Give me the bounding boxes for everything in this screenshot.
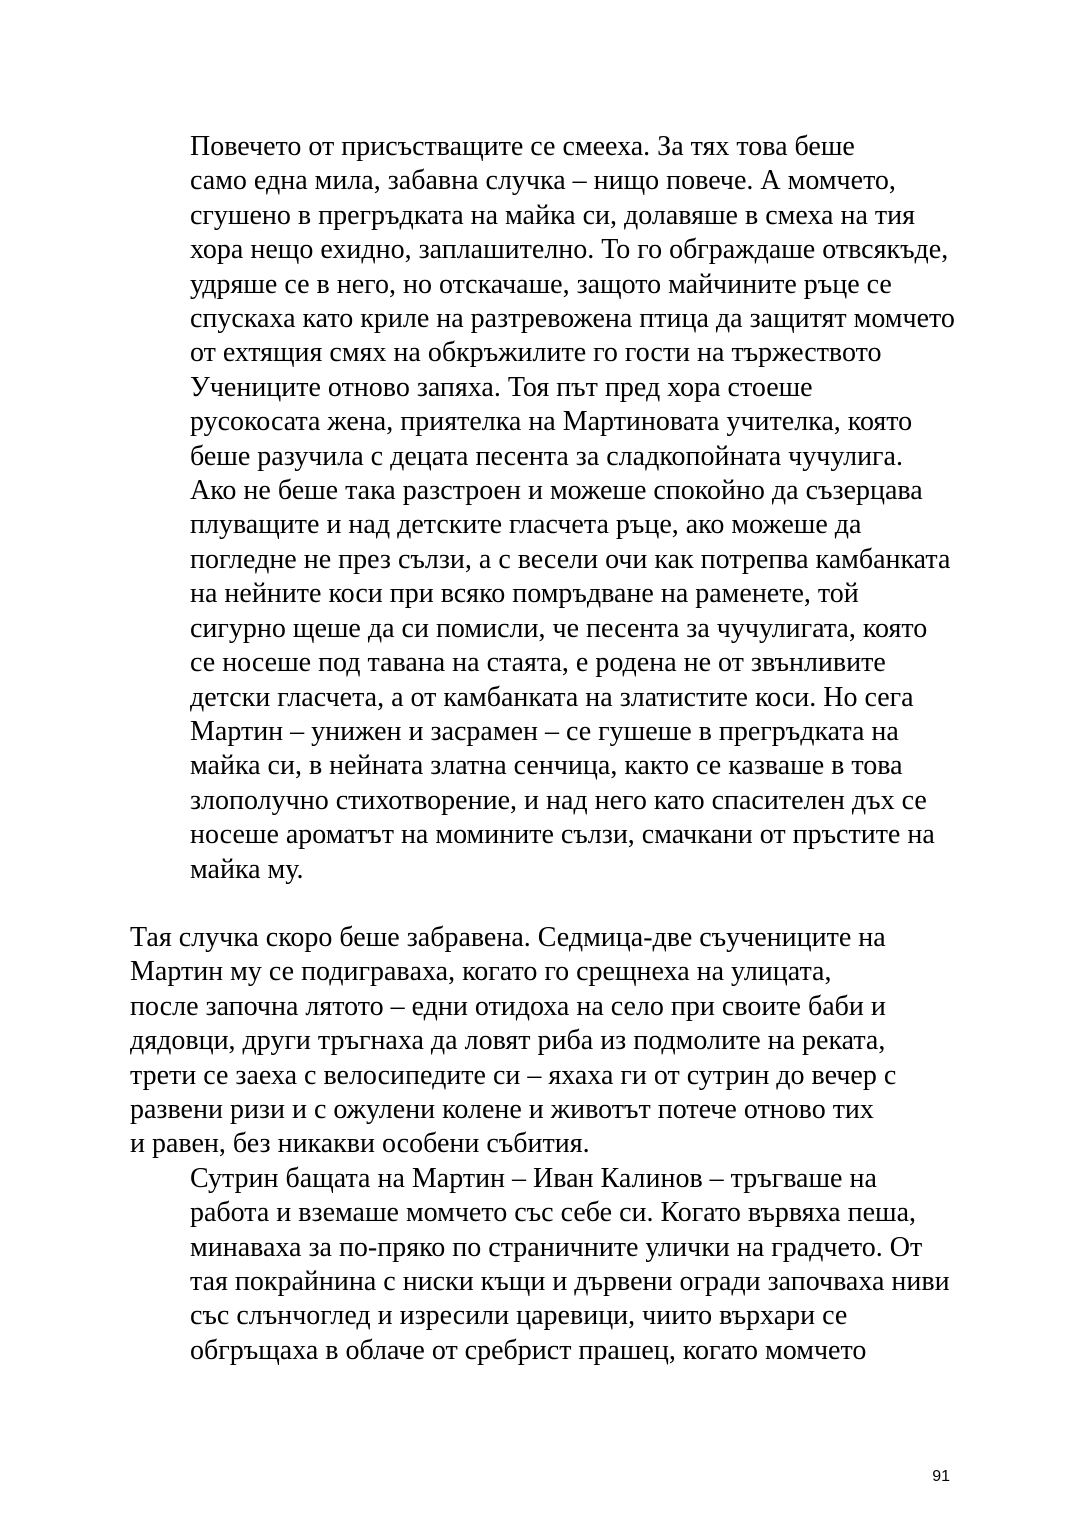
text-line: майка му. bbox=[190, 853, 304, 885]
text-line: Сутрин бащата на Мартин – Иван Калинов – тръгваше на bbox=[190, 1162, 877, 1194]
paragraph-gap bbox=[130, 887, 962, 921]
paragraph-3 bbox=[130, 921, 962, 1162]
text-line: и равен, без никакви особени събития. bbox=[130, 1128, 590, 1160]
text-line: със слънчоглед и изресили царевици, чиито върхари се bbox=[190, 1300, 848, 1332]
paragraph-2 bbox=[130, 371, 962, 887]
text-line: Мартин му се подигравaха, когато го срещнеха на улицата, bbox=[130, 956, 832, 988]
text-line: злополучно стихотворение, и над него като спасителен дъх се bbox=[190, 784, 927, 816]
text-line: Мартин – унижен и засрамен – се гушеше в прегръдката на bbox=[190, 715, 899, 747]
text-line: сгушено в прегръдката на майка си, долавяше в смеха на тия bbox=[190, 199, 915, 231]
text-line: от ехтящия смях на обкръжилите го гости на тържеството bbox=[190, 337, 882, 369]
text-line: трети се заеха с велосипедите си – яхаха ги от сутрин до вечер с bbox=[130, 1059, 897, 1091]
page-text bbox=[130, 130, 962, 1368]
paragraph-1 bbox=[130, 130, 962, 371]
text-line: майка си, в нейната златна сенчица, както се казваше в това bbox=[190, 750, 903, 782]
text-line: спускаха като криле на разтревожена птица да защитят момчето bbox=[190, 303, 955, 335]
paragraph-4 bbox=[130, 1162, 962, 1368]
text-line: се носеше под тавана на стаята, е родена не от звънливите bbox=[190, 647, 886, 679]
text-line: Учениците отново запяха. Тоя път пред хора стоеше bbox=[190, 371, 813, 403]
text-line: Тая случка скоро беше забравена. Седмица-две съучениците на bbox=[130, 921, 886, 953]
text-line: минаваха за по-пряко по страничните улички на градчето. От bbox=[190, 1231, 923, 1263]
text-line: удряше се в него, но отскачаше, защото майчините ръце се bbox=[190, 268, 892, 300]
text-line: на нейните коси при всяко помръдване на раменете, той bbox=[190, 578, 859, 610]
text-line: Ако не беше така разстроен и можеше спокойно да съзерцава bbox=[190, 475, 923, 507]
text-line: сигурно щеше да си помисли, че песента за чучулигата, която bbox=[190, 612, 928, 644]
text-line: Повечето от присъстващите се смееха. За тях това беше bbox=[190, 131, 855, 162]
text-line: детски гласчета, а от камбанката на златистите коси. Но сега bbox=[190, 681, 914, 713]
text-line: беше разучила с децата песента за сладкопойната чучулига. bbox=[190, 440, 903, 472]
text-line: обгръщаха в облаче от сребрист прашец, когато момчето bbox=[190, 1334, 867, 1366]
text-line: плуващите и над детските гласчета ръце, ако можеше да bbox=[190, 509, 862, 541]
text-line: хора нещо ехидно, заплашително. То го обграждаше отвсякъде, bbox=[190, 234, 949, 266]
text-line: носеше ароматът на момините сълзи, смачкани от пръстите на bbox=[190, 819, 935, 851]
text-line: русокосата жена, приятелка на Мартиновата учителка, която bbox=[190, 406, 913, 438]
text-line: после започна лятото – едни отидоха на село при своите баби и bbox=[130, 990, 886, 1022]
text-line: дядовци, други тръгнаха да ловят риба из подмолите на реката, bbox=[130, 1025, 886, 1057]
text-line: работа и вземаше момчето със себе си. Когато вървяха пеша, bbox=[190, 1197, 917, 1229]
text-line: погледне не през сълзи, а с весели очи как потрепва камбанката bbox=[190, 543, 951, 575]
text-line: само една мила, забавна случка – нищо повече. А момчето, bbox=[190, 165, 896, 197]
page-number: 91 bbox=[932, 1468, 950, 1485]
text-line: тая покрайнина с ниски къщи и дървени огради започваха ниви bbox=[190, 1266, 950, 1297]
text-line: развени ризи и с ожулени колене и животът потече отново тих bbox=[130, 1093, 874, 1125]
